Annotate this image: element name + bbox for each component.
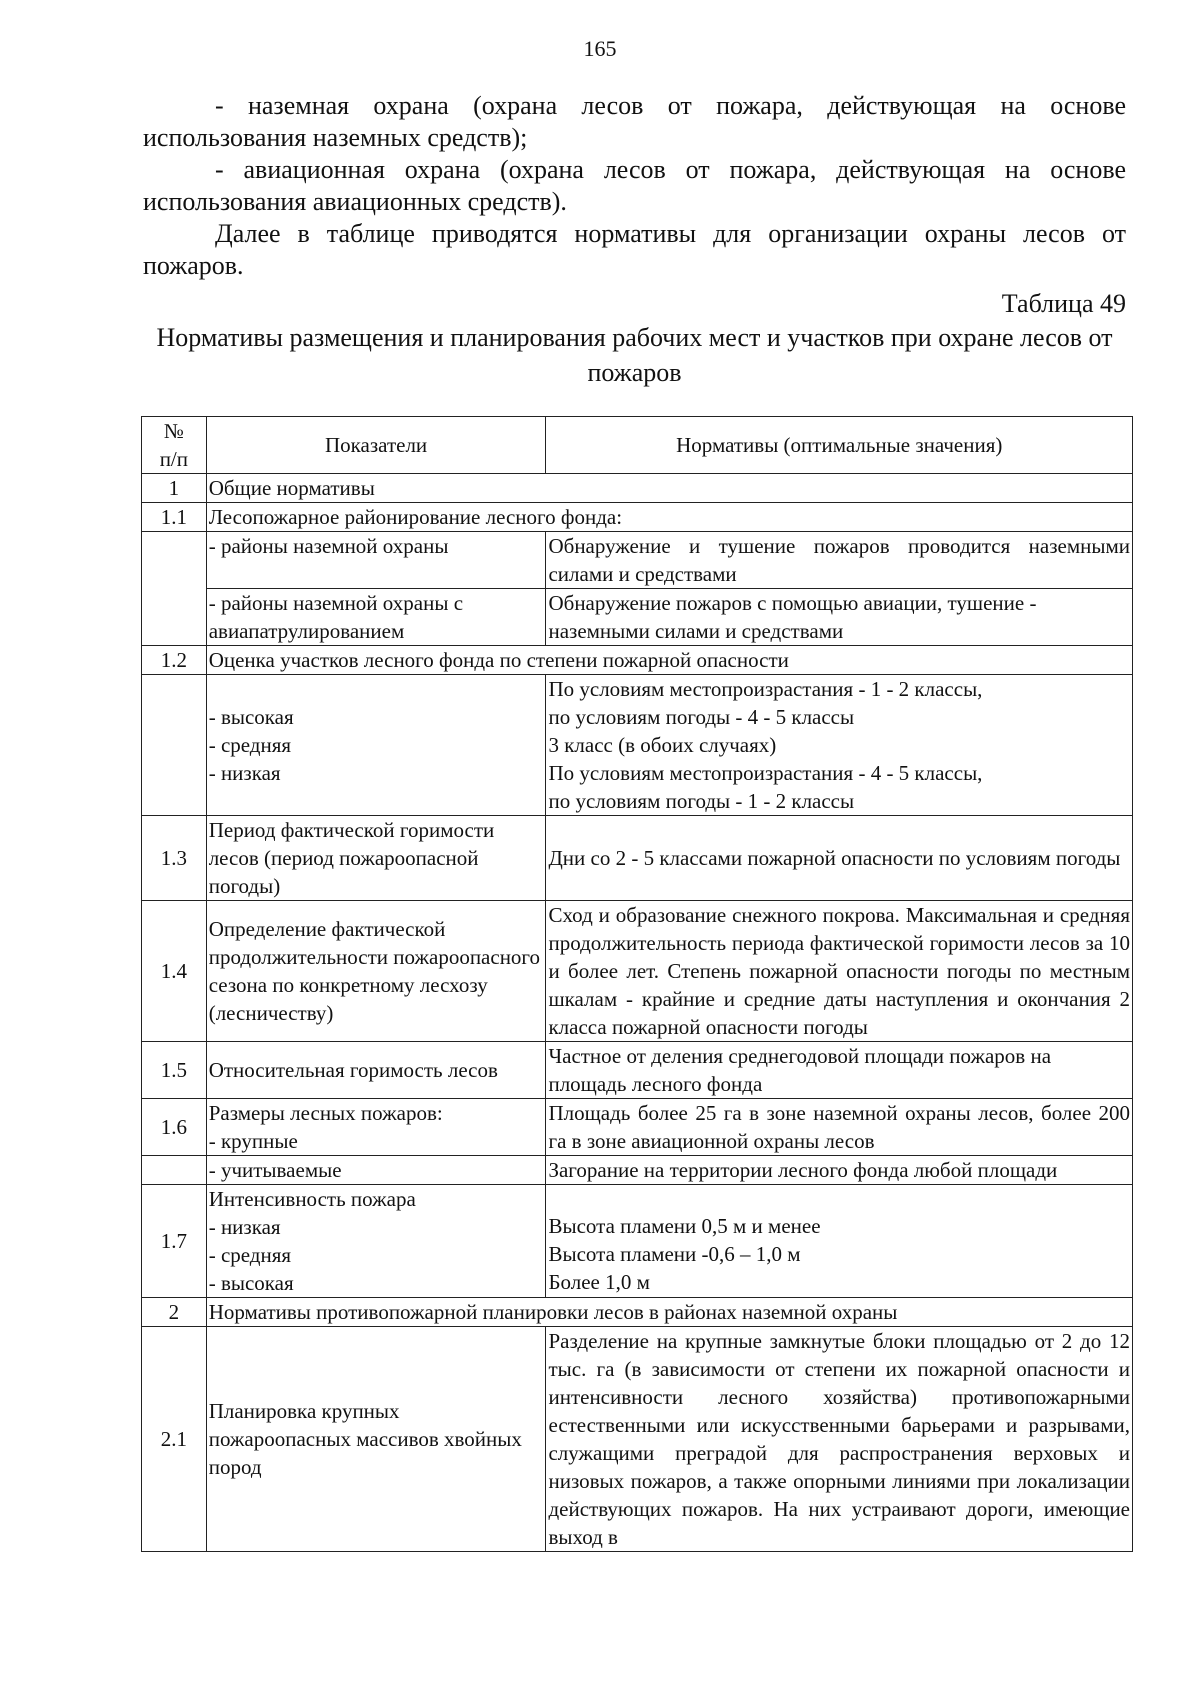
header-norms: Нормативы (оптимальные значения) — [546, 417, 1133, 474]
table-row — [142, 1298, 1133, 1327]
norm-cell: Разделение на крупные замкнутые блоки площадью от 2 до 12 тыс. га (в зависимости от степени их пожарной опасности и интенсивности лесного хозяйства) противопожарными естественными или искусственными барьерами и разрывами, служащими преградой для распространения верховых и низовых пожаров, а также опорными линиями при локализации действующих пожаров. На них устраивают дороги, имеющие выход в — [546, 1327, 1133, 1552]
row-number: 2 — [142, 1298, 207, 1327]
table-row — [142, 646, 1133, 675]
section-heading: Нормативы противопожарной планировки лесов в районах наземной охраны — [206, 1298, 1132, 1327]
row-number: 1.3 — [142, 816, 207, 901]
row-number: 1.2 — [142, 646, 207, 675]
table-row — [142, 1099, 1133, 1156]
norm-cell: Частное от деления среднегодовой площади пожаров на площадь лесного фонда — [546, 1042, 1133, 1099]
norm-cell: Загорание на территории лесного фонда любой площади — [546, 1156, 1133, 1185]
table-title: Нормативы размещения и планирования рабочих мест и участков при охране лесов от пожаров — [156, 323, 1113, 387]
indicator-cell: - высокая - средняя - низкая — [206, 675, 546, 816]
row-number: 1.1 — [142, 503, 207, 532]
table-row — [142, 816, 1133, 901]
table-row — [142, 503, 1133, 532]
norm-cell: Площадь более 25 га в зоне наземной охраны лесов, более 200 га в зоне авиационной охраны лесов — [546, 1099, 1133, 1156]
norm-cell: Сход и образование снежного покрова. Максимальная и средняя продолжительность периода фактической горимости лесов за 10 и более лет. Степень пожарной опасности погоды по местным шкалам - крайние и средние даты наступления и окончания 2 класса пожарной опасности погоды — [546, 901, 1133, 1042]
table-header-row — [142, 417, 1133, 474]
table-row — [142, 474, 1133, 503]
row-number — [142, 1156, 207, 1185]
row-heading: Лесопожарное районирование лесного фонда: — [206, 503, 1132, 532]
table-row — [142, 675, 1133, 816]
header-indicators: Показатели — [206, 417, 546, 474]
indicator-cell: - районы наземной охраны с авиапатрулированием — [206, 589, 546, 646]
page-number: 165 — [583, 36, 617, 61]
indicator-cell: Период фактической горимости лесов (период пожароопасной погоды) — [206, 816, 546, 901]
table-row — [142, 901, 1133, 1042]
table-row — [142, 532, 1133, 589]
row-number: 1.6 — [142, 1099, 207, 1156]
table-label: Таблица 49 — [1001, 289, 1126, 318]
row-heading: Оценка участков лесного фонда по степени пожарной опасности — [206, 646, 1132, 675]
row-number: 1.5 — [142, 1042, 207, 1099]
norm-cell: Дни со 2 - 5 классами пожарной опасности по условиям погоды — [546, 816, 1133, 901]
indicator-cell: Относительная горимость лесов — [206, 1042, 546, 1099]
table-row — [142, 1156, 1133, 1185]
indicator-cell: - учитываемые — [206, 1156, 546, 1185]
norm-cell: Обнаружение пожаров с помощью авиации, тушение - наземными силами и средствами — [546, 589, 1133, 646]
section-heading: Общие нормативы — [206, 474, 1132, 503]
indicator-cell: Планировка крупных пожароопасных массивов хвойных пород — [206, 1327, 546, 1552]
norm-cell: Высота пламени 0,5 м и менее Высота пламени -0,6 – 1,0 м Более 1,0 м — [546, 1185, 1133, 1298]
row-number: 2.1 — [142, 1327, 207, 1552]
table-row — [142, 589, 1133, 646]
indicator-cell: Интенсивность пожара - низкая - средняя - высокая — [206, 1185, 546, 1298]
row-number: 1 — [142, 474, 207, 503]
indicator-cell: - районы наземной охраны — [206, 532, 546, 589]
indicator-cell: Размеры лесных пожаров: - крупные — [206, 1099, 546, 1156]
intro-paragraph: Далее в таблице приводятся нормативы для организации охраны лесов от пожаров. — [143, 219, 1126, 280]
table-row — [142, 1327, 1133, 1552]
intro-text — [143, 90, 1126, 282]
row-number: 1.7 — [142, 1185, 207, 1298]
intro-paragraph: - наземная охрана (охрана лесов от пожара, действующая на основе использования наземных средств); — [143, 91, 1126, 152]
row-number — [142, 532, 207, 646]
table-row — [142, 1042, 1133, 1099]
norm-cell: Обнаружение и тушение пожаров проводится наземными силами и средствами — [546, 532, 1133, 589]
indicator-cell: Определение фактической продолжительности пожароопасного сезона по конкретному лесхозу (лесничеству) — [206, 901, 546, 1042]
intro-paragraph: - авиационная охрана (охрана лесов от пожара, действующая на основе использования авиационных средств). — [143, 155, 1126, 216]
header-number: № п/п — [142, 417, 207, 474]
table-row — [142, 1185, 1133, 1298]
row-number — [142, 675, 207, 816]
norms-table — [141, 416, 1133, 1552]
norm-cell: По условиям местопроизрастания - 1 - 2 классы, по условиям погоды - 4 - 5 классы 3 класс (в обоих случаях) По условиям местопроизрастания - 4 - 5 классы, по условиям погоды - 1 - 2 классы — [546, 675, 1133, 816]
row-number: 1.4 — [142, 901, 207, 1042]
